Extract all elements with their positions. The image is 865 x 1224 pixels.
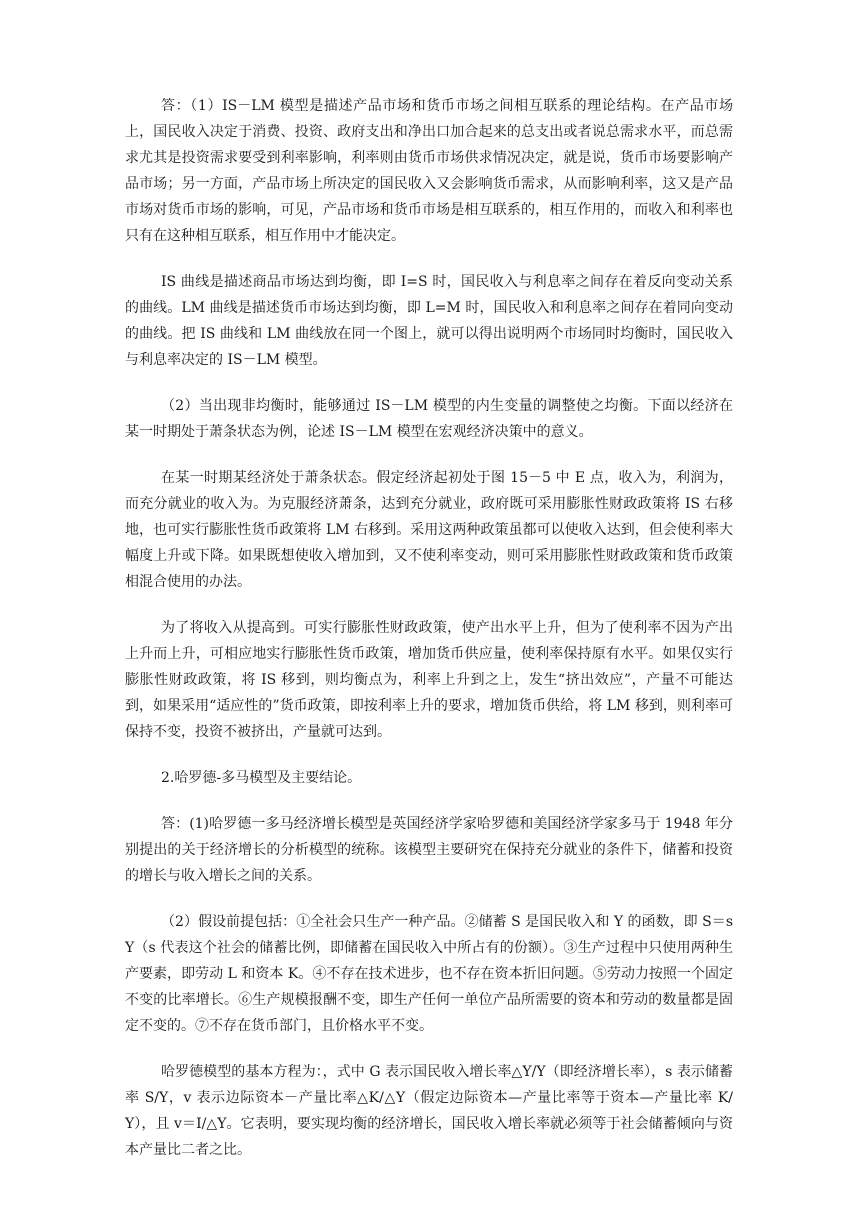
paragraph-harrod-domar-assumptions: （2）假设前提包括：①全社会只生产一种产品。②储蓄 S 是国民收入和 Y 的函数，即 S＝sY（s 代表这个社会的储蓄比例，即储蓄在国民收入中所占有的份额）。③生产过程中只使用两种生产要素，即劳动 L 和资本 K。④不存在技术进步，也不存在资本折旧问题。⑤劳动力按照一个固定不变的比率增长。⑥生产规模报酬不变，即生产任何一单位产品所需要的资本和劳动的数量都是固定不变的。⑦不存在货币部门，且价格水平不变。 [125,914,733,1034]
paragraph-recession-example: 在某一时期某经济处于萧条状态。假定经济起初处于图 15－5 中 E 点，收入为，利润为，而充分就业的收入为。为克服经济萧条，达到充分就业，政府既可采用膨胀性财政政策将 IS 右移地，也可实行膨胀性货币政策将 LM 右移到。采用这两种政策虽都可以使收入达到，但会使利率大幅度上升或下降。如果既想使收入增加到，又不使利率变动，则可采用膨胀性财政政策和货币政策相混合使用的办法。 [125,470,733,590]
paragraph-harrod-domar-answer-1: 答：(1)哈罗德一多马经济增长模型是英国经济学家哈罗德和美国经济学家多马于 1948 年分别提出的关于经济增长的分析模型的统称。该模型主要研究在保持充分就业的条件下，储蓄和投资的增长与收入增长之间的关系。 [125,816,733,884]
paragraph-question-2-heading: 2.哈罗德-多马模型及主要结论。 [161,770,362,786]
paragraph-policy-mix: 为了将收入从提高到。可实行膨胀性财政政策，使产出水平上升，但为了使利率不因为产出上升而上升，可相应地实行膨胀性货币政策，增加货币供应量，使利率保持原有水平。如果仅实行膨胀性财政政策，将 IS 移到，则均衡点为，利率上升到之上，发生“挤出效应”，产量不可能达到，如果采用“适应性的”货币政策，即按利率上升的要求，增加货币供给，将 LM 移到，则利率可保持不变，投资不被挤出，产量就可达到。 [125,620,733,740]
paragraph-is-lm-answer-1: 答：（1）IS－LM 模型是描述产品市场和货币市场之间相互联系的理论结构。在产品市场上，国民收入决定于消费、投资、政府支出和净出口加合起来的总支出或者说总需求水平，而总需求尤其是投资需求要受到利率影响，利率则由货币市场供求情况决定，就是说，货币市场要影响产品市场；另一方面，产品市场上所决定的国民收入又会影响货币需求，从而影响利率，这又是产品市场对货币市场的影响，可见，产品市场和货币市场是相互联系的，相互作用的，而收入和利率也只有在这种相互联系，相互作用中才能决定。 [125,98,733,244]
document-body [125,93,733,1183]
paragraph-is-lm-answer-2: （2）当出现非均衡时，能够通过 IS－LM 模型的内生变量的调整使之均衡。下面以经济在某一时期处于萧条状态为例，论述 IS－LM 模型在宏观经济决策中的意义。 [125,398,733,440]
paragraph-harrod-equation: 哈罗德模型的基本方程为：，式中 G 表示国民收入增长率△Y/Y（即经济增长率），s 表示储蓄率 S/Y，v 表示边际资本－产量比率△K/△Y（假定边际资本—产量比率等于资本—产量比率 K/Y），且 v＝I/△Y。它表明，要实现均衡的经济增长，国民收入增长率就必须等于社会储蓄倾向与资本产量比二者之比。 [125,1064,733,1158]
paragraph-is-lm-curves: IS 曲线是描述商品市场达到均衡，即 I=S 时，国民收入与利息率之间存在着反向变动关系的曲线。LM 曲线是描述货币市场达到均衡，即 L=M 时，国民收入和利息率之间存在着同向变动的曲线。把 IS 曲线和 LM 曲线放在同一个图上，就可以得出说明两个市场同时均衡时，国民收入与利息率决定的 IS－LM 模型。 [125,274,733,368]
